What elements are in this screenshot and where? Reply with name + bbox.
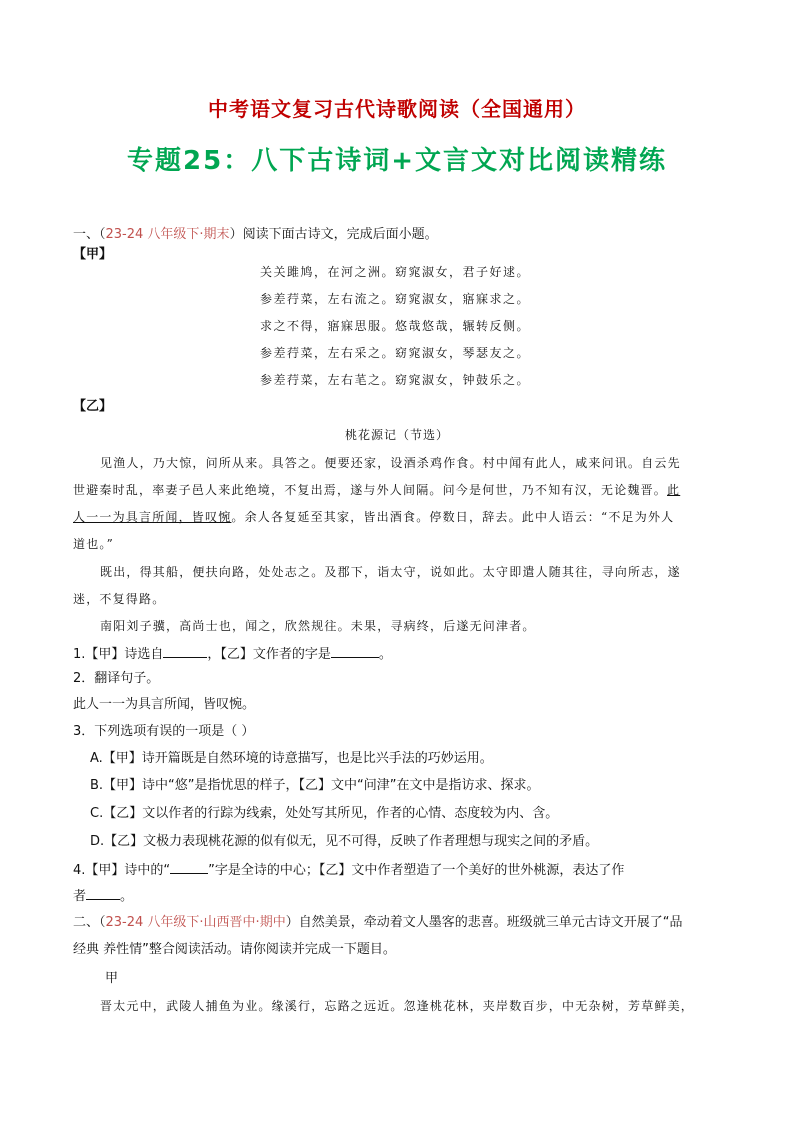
document-subtitle: 专题25：八下古诗词+文言文对比阅读精练 bbox=[127, 146, 667, 176]
prose-line: 既出，得其船，便扶向路，处处志之。及郡下，诣太守，说如此。太守即遣人随其往，寻向所志，遂 bbox=[100, 565, 681, 579]
source-tag: 23-24 八年级下·山西晋中·期中 bbox=[105, 915, 286, 930]
poem-line: 关关雎鸠，在河之洲。窈窕淑女，君子好逑。 bbox=[260, 265, 531, 279]
question-3: 3．下列选项有误的一项是（ ） bbox=[73, 724, 255, 739]
prose-line: 南阳刘子骥，高尚士也，闻之，欣然规往。未果，寻病终，后遂无问津者。 bbox=[100, 619, 536, 633]
answer-blank[interactable] bbox=[163, 644, 207, 658]
source-tag: 23-24 八年级下·期末 bbox=[105, 227, 230, 242]
section-prefix: 一、（ bbox=[73, 227, 106, 242]
prose-line: 迷，不复得路。 bbox=[73, 592, 166, 606]
poem-line: 参差荇菜，左右采之。窈窕淑女，琴瑟友之。 bbox=[260, 346, 531, 360]
translate-sentence: 此人一一为具言所闻，皆叹惋。 bbox=[73, 697, 256, 712]
option-c[interactable]: C.【乙】文以作者的行踪为线索，处处写其所见，作者的心情、态度较为内、含。 bbox=[90, 806, 559, 821]
answer-blank[interactable] bbox=[331, 644, 379, 658]
section-instruction: ）阅读下面古诗文，完成后面小题。 bbox=[229, 227, 438, 242]
poem-line: 参差荇菜，左右芼之。窈窕淑女，钟鼓乐之。 bbox=[260, 373, 531, 387]
underlined-sentence: 人一一为具言所闻，皆叹惋 bbox=[73, 510, 232, 524]
option-d[interactable]: D.【乙】文极力表现桃花源的似有似无，见不可得，反映了作者理想与现实之间的矛盾。 bbox=[90, 834, 599, 849]
question-4: 4.【甲】诗中的“ ”字是全诗的中心；【乙】文中作者塑造了一个美好的世外桃源，表达了作 bbox=[73, 860, 624, 880]
option-a[interactable]: A.【甲】诗开篇既是自然环境的诗意描写，也是比兴手法的巧妙运用。 bbox=[90, 751, 493, 766]
poem-line: 参差荇菜，左右流之。窈窕淑女，寤寐求之。 bbox=[260, 292, 531, 306]
answer-blank[interactable] bbox=[170, 860, 208, 874]
option-b[interactable]: B.【甲】诗中“悠”是指忧思的样子，【乙】文中“问津”在文中是指访求、探求。 bbox=[90, 778, 540, 793]
section-two-heading: 二、（23-24 八年级下·山西晋中·期中）自然美景，牵动着文人墨客的悲喜。班级就三单元古诗文开展了“品 bbox=[73, 915, 683, 930]
prose-title: 桃花源记（节选） bbox=[344, 428, 449, 442]
document-title: 中考语文复习古代诗歌阅读（全国通用） bbox=[208, 97, 586, 121]
prose-line: 世避秦时乱，率妻子邑人来此绝境，不复出焉，遂与外人间隔。问今是何世，乃不知有汉，无论魏晋。此 bbox=[73, 483, 681, 497]
section-one-heading bbox=[73, 226, 438, 244]
prose-line: 人一一为具言所闻，皆叹惋。余人各复延至其家，皆出酒食。停数日，辞去。此中人语云：“不足为外人 bbox=[73, 510, 675, 524]
section-two-line2: 经典 养性情”整合阅读活动。请你阅读并完成一下题目。 bbox=[73, 942, 396, 957]
poem-line: 求之不得，寤寐思服。悠哉悠哉，辗转反侧。 bbox=[260, 319, 531, 333]
question-4-cont: 者 。 bbox=[73, 886, 133, 906]
yi-label: 【乙】 bbox=[73, 399, 113, 414]
jia-label-2: 甲 bbox=[105, 971, 119, 986]
prose-line: 见渔人，乃大惊，问所从来。具答之。便要还家，设酒杀鸡作食。村中闻有此人，咸来问讯。自云先 bbox=[100, 456, 681, 470]
question-2: 2．翻译句子。 bbox=[73, 671, 160, 686]
question-1: 1.【甲】诗选自 ，【乙】文作者的字是 。 bbox=[73, 644, 392, 664]
answer-blank[interactable] bbox=[86, 886, 120, 900]
prose-line: 晋太元中，武陵人捕鱼为业。缘溪行，忘路之远近。忽逢桃花林，夹岸数百步，中无杂树，芳草鲜美， bbox=[100, 999, 695, 1013]
prose-line: 道也。” bbox=[73, 537, 114, 551]
underlined-sentence: 此 bbox=[667, 483, 681, 497]
jia-label: 【甲】 bbox=[73, 247, 113, 262]
